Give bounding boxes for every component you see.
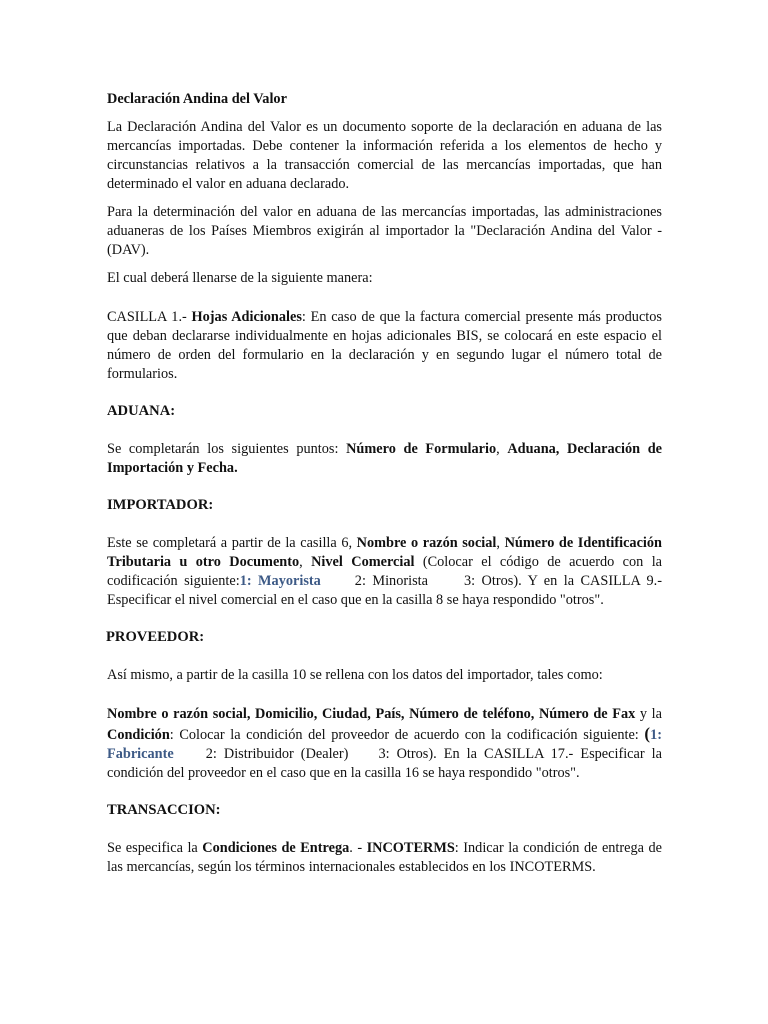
proveedor-option-distribuidor: 2: Distribuidor (Dealer) [205,746,349,762]
paragraph-intro: La Declaración Andina del Valor es un documento soporte de la declaración en aduana de las mercancías importadas. Debe contener la información referida a los elementos de hecho y circunstancias relativos a la transacción comercial de las mercancías importadas, que han determinado el valor en aduana declarado. [107,119,662,192]
document-title: Declaración Andina del Valor [107,91,287,107]
heading-proveedor: PROVEEDOR: [106,629,205,645]
paragraph-proveedor-intro: Así mismo, a partir de la casilla 10 se rellena con los datos del importador, tales como: [107,667,603,683]
heading-importador: IMPORTADOR: [107,497,214,513]
document-body [107,90,662,877]
proveedor-option-otros: 3: Otros [378,746,429,762]
importador-option-otros: 3: Otros [463,573,514,589]
importador-option-mayorista: 1: Mayorista [239,573,321,589]
paragraph-importador: Este se completará a partir de la casilla 6, Nombre o razón social, Número de Identificación Tributaria u otro Documento, Nivel Comercial (Colocar el código de acuerdo con la codificación siguiente:1: Mayorista 2: Minorista 3: Otros). Y en la CASILLA 9.- Especificar el nivel comercial en el caso que en la casilla 8 se haya respondido "otros". [107,535,663,608]
importador-option-minorista: 2: Minorista [354,573,428,589]
heading-transaccion: TRANSACCION: [107,802,221,818]
proveedor-option-fabricante: 1: Fabricante [107,727,662,762]
casilla-1-text: : En caso de que la factura comercial presente más productos que deban declararse individualmente en hojas adicionales BIS, se colocará en este espacio el número de orden del formulario en la declaración y en segundo lugar el número total de formularios. [107,309,662,382]
paragraph-aduana: Se completarán los siguientes puntos: Número de Formulario, Aduana, Declaración de Importación y Fecha. [107,441,662,476]
casilla-1-label: Hojas Adicionales [191,309,302,325]
heading-aduana: ADUANA: [107,403,176,419]
paragraph-instructions: El cual deberá llenarse de la siguiente manera: [107,270,373,286]
paragraph-determination: Para la determinación del valor en aduana de las mercancías importadas, las administraciones aduaneras de los Países Miembros exigirán al importador la "Declaración Andina del Valor - (DAV). [107,204,662,258]
casilla-1-prefix: CASILLA 1.- [107,309,192,325]
paragraph-casilla-1 [107,308,662,384]
paragraph-transaccion: Se especifica la Condiciones de Entrega. - INCOTERMS: Indicar la condición de entrega de las mercancías, según los términos internacionales establecidos en los INCOTERMS. [107,840,663,875]
paragraph-proveedor: Nombre o razón social, Domicilio, Ciudad, País, Número de teléfono, Número de Fax y la Condición: Colocar la condición del proveedor de acuerdo con la codificación siguiente: (1: Fabricante 2: Distribuidor (Dealer) 3: Otros). En la CASILLA 17.- Especificar la condición del proveedor en el caso que en la casilla 16 se haya respondido "otros". [107,706,662,781]
